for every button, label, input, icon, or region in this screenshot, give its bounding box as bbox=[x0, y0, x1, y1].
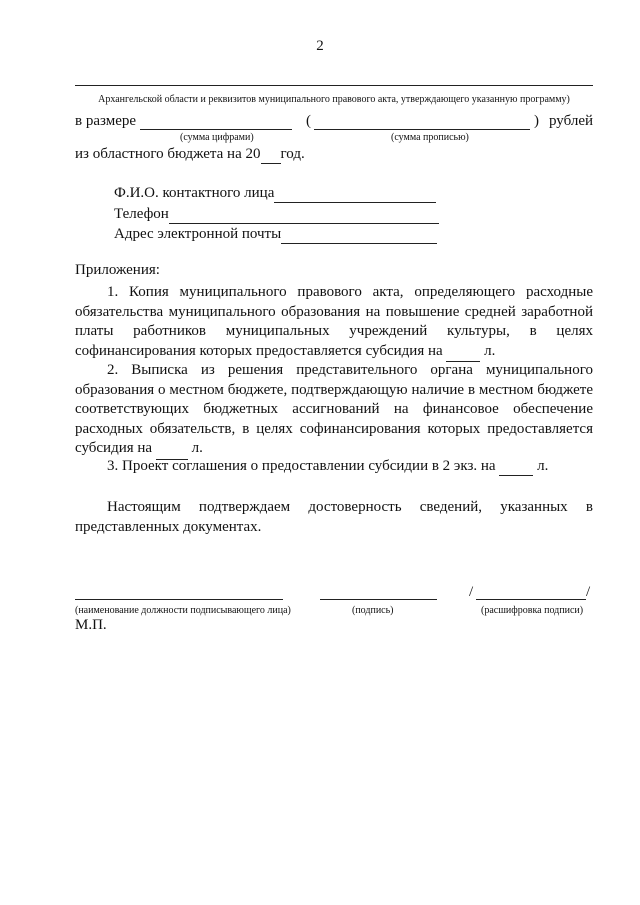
decoding-slash-right: / bbox=[586, 584, 591, 600]
attachment-item-3-pages-field[interactable] bbox=[499, 458, 533, 476]
attachment-item-2-suffix: л. bbox=[191, 440, 203, 456]
amount-open-paren: ( bbox=[306, 113, 311, 129]
attachment-item-1-text: 1. Копия муниципального правового акта, определяющего расходные обязательства муниципального образования на повышение средней заработной платы работников муниципальных учреждений культуры, в целях софинансирования которых предоставляется субсидия на bbox=[75, 284, 593, 359]
contact-email-field[interactable] bbox=[281, 226, 437, 244]
decoding-slash-left: / bbox=[469, 584, 474, 600]
position-hint: (наименование должности подписывающего лица) bbox=[75, 605, 291, 616]
attachment-item-2-text: 2. Выписка из решения представительного органа муниципального образования о местном бюджете, подтверждающую наличие в местном бюджете соответствующих бюджетных ассигнований на финансовое обеспечение расходных обязательств, в целях софинансирования которых предоставляется субсидия на bbox=[75, 362, 593, 456]
signature-hint: (подпись) bbox=[352, 605, 394, 616]
contact-email-label: Адрес электронной почты bbox=[114, 226, 282, 242]
amount-digits-hint: (сумма цифрами) bbox=[180, 132, 254, 143]
budget-year-field[interactable] bbox=[261, 146, 281, 164]
attachment-item-3-suffix: л. bbox=[537, 458, 549, 474]
contact-phone-field[interactable] bbox=[169, 206, 439, 224]
header-rule bbox=[75, 85, 593, 86]
contact-fio-label: Ф.И.О. контактного лица bbox=[114, 185, 275, 201]
attachment-item-3 bbox=[107, 458, 548, 476]
attachment-item-1-suffix: л. bbox=[484, 342, 496, 359]
position-line[interactable] bbox=[75, 599, 283, 600]
seal-label: М.П. bbox=[75, 617, 107, 633]
attachments-heading: Приложения: bbox=[75, 262, 160, 278]
attachment-item-1-pages-field[interactable] bbox=[446, 342, 480, 363]
decoding-hint: (расшифровка подписи) bbox=[481, 605, 584, 616]
amount-prefix: в размере bbox=[75, 113, 137, 129]
budget-line bbox=[75, 146, 305, 164]
contact-phone-label: Телефон bbox=[114, 206, 169, 222]
decoding-line[interactable] bbox=[476, 599, 586, 600]
attachment-item-3-text: 3. Проект соглашения о предоставлении субсидии в 2 экз. на bbox=[107, 458, 496, 474]
contact-email bbox=[114, 226, 437, 244]
attachment-item-1 bbox=[75, 283, 593, 362]
confirmation-text: Настоящим подтверждаем достоверность сведений, указанных в представленных документах. bbox=[75, 499, 593, 535]
header-note: Архангельской области и реквизитов муниципального правового акта, утверждающего указанную программу) bbox=[98, 94, 570, 105]
amount-digits-line[interactable] bbox=[140, 129, 292, 130]
contact-fio-field[interactable] bbox=[274, 185, 436, 203]
contact-phone bbox=[114, 206, 439, 224]
signature-line[interactable] bbox=[320, 599, 437, 600]
attachment-item-2-pages-field[interactable] bbox=[156, 439, 188, 460]
budget-prefix: из областного бюджета на 20 bbox=[75, 146, 261, 162]
amount-words-hint: (сумма прописью) bbox=[391, 132, 469, 143]
amount-words-line[interactable] bbox=[314, 129, 530, 130]
attachment-item-2 bbox=[75, 361, 593, 460]
page-number: 2 bbox=[316, 38, 324, 54]
amount-currency: рублей bbox=[549, 113, 594, 129]
budget-suffix: год. bbox=[280, 146, 305, 162]
contact-fio bbox=[114, 185, 436, 203]
amount-close-paren: ) bbox=[534, 113, 539, 129]
